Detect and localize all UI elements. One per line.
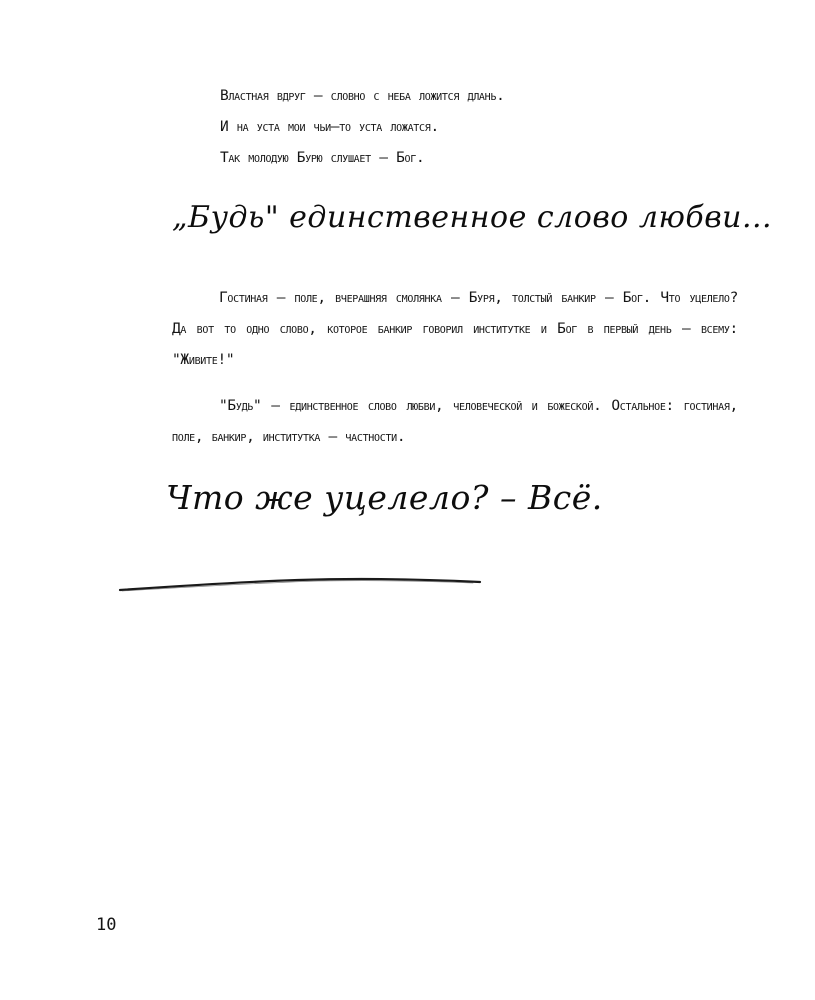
handwritten-conclusion: Что же уцелело? – Всё. (166, 478, 603, 517)
page-number: 10 (96, 915, 117, 935)
verse-block (220, 84, 740, 177)
handwritten-heading: „Будь" единственное слово любви... (172, 200, 773, 235)
handdrawn-divider-line (118, 572, 483, 598)
verse-line-1: Властная вдруг – словно с неба ложится длань. (220, 88, 505, 104)
paragraph-1: Гостиная – поле, вчерашняя смолянка – Буря, толстый банкир – Бог. Что уцелело? Да вот то одно слово, которое банкир говорил институтке и Бог в первый день – всему: "Живите!" (172, 290, 738, 368)
verse-line-2: И на уста мои чьи–то уста ложатся. (220, 119, 439, 135)
paragraph-2: "Будь" – единственное слово любви, человеческой и божеской. Остальное: гостиная, поле, банкир, институтка – частности. (172, 398, 738, 445)
verse-line-3: Так молодую Бурю слушает – Бог. (220, 150, 425, 166)
